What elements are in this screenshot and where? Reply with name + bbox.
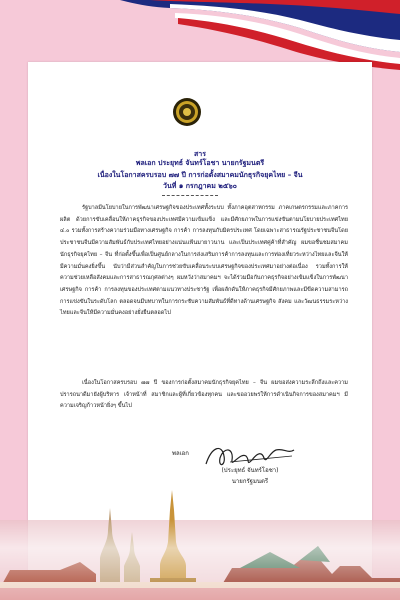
signature-position: นายกรัฐมนตรี xyxy=(231,478,269,485)
body-paragraph-2: เนื่องในโอกาสครบรอบ ๗๗ ปี ของการก่อตั้งสมาคมนักธุรกิจยุคไทย – จีน ผมขอส่งความระลึกถึงและความปรารถนาดีมายังผู้บริหาร เจ้าหน้าที่ สมาชิกและผู้ที่เกี่ยวข้องทุกคน และขออวยพรให้การดำเนินกิจการของสมาคมฯ มีความเจริญก้าวหน้ายิ่งๆ ขึ้นไป xyxy=(60,380,348,410)
occasion-line: เนื่องในโอกาสครบรอบ ๗๗ ปี การก่อตั้งสมาคมนักธุรกิจยุคไทย – จีน xyxy=(97,171,303,179)
letter-title: สาร xyxy=(194,150,206,158)
body-paragraph-1: รัฐบาลมีนโยบายในการพัฒนาเศรษฐกิจของประเทศทั้งระบบ ทั้งภาคอุตสาหกรรม ภาคเกษตรกรรมและภาคการผลิต ด้วยการขับเคลื่อนให้ภาคธุรกิจของประเทศมีความเข้มแข็ง และมีศักยภาพในการแข่งขันตามนโยบายประเทศไทย ๔.๐ รวมทั้งการสร้างความร่วมมือทางเศรษฐกิจ การค้า การลงทุนกับมิตรประเทศ โดยเฉพาะสาธารณรัฐประชาชนจีนโดยประชาชนจีนมีความสัมพันธ์กับประเทศไทยอย่างแน่นแฟ้นมายาวนาน และเป็นประเทศคู่ค้าที่สำคัญ ผมขอชื่นชมสมาคมนักธุรกิจยุคไทย – จีน ที่ก่อตั้งขึ้นเพื่อเป็นศูนย์กลางในการส่งเสริมการค้าการลงทุนและการท่องเที่ยวระหว่างไทยและจีนให้มีความมั่นคงยิ่งขึ้น นับว่ามีส่วนสำคัญในการช่วยขับเคลื่อนระบบเศรษฐกิจของประเทศมาอย่างต่อเนื่อง รวมทั้งการให้ความช่วยเหลือสังคมและการสาธารณกุศลต่างๆ ผมหวังว่าสมาคมฯ จะได้ร่วมมือกับภาคธุรกิจอย่างเข้มแข็งในการพัฒนาเศรษฐกิจ การค้า การลงทุนของประเทศตามแนวทางประชารัฐ เพื่อผลักดันให้ภาคธุรกิจมีศักยภาพและมีขีดความสามารถการแข่งขันในระดับโลก ตลอดจนมีบทบาทในการกระชับความสัมพันธ์ที่ดีทางด้านเศรษฐกิจ สังคม และวัฒนธรรมระหว่างไทยและจีนให้มีความมั่นคงอย่างยั่งยืนตลอดไป xyxy=(60,205,348,317)
signature-rank: พลเอก xyxy=(172,450,189,457)
date-line: วันที่ ๑ กรกฎาคม ๒๕๖๐ xyxy=(163,182,237,190)
government-seal-icon xyxy=(172,97,202,127)
author-line: พลเอก ประยุทธ์ จันทร์โอชา นายกรัฐมนตรี xyxy=(135,159,265,167)
thai-flag-ribbon xyxy=(0,0,400,70)
temple-illustration xyxy=(0,470,400,600)
signature-name: (ประยุทธ์ จันทร์โอชา) xyxy=(221,467,279,474)
divider xyxy=(162,195,218,196)
